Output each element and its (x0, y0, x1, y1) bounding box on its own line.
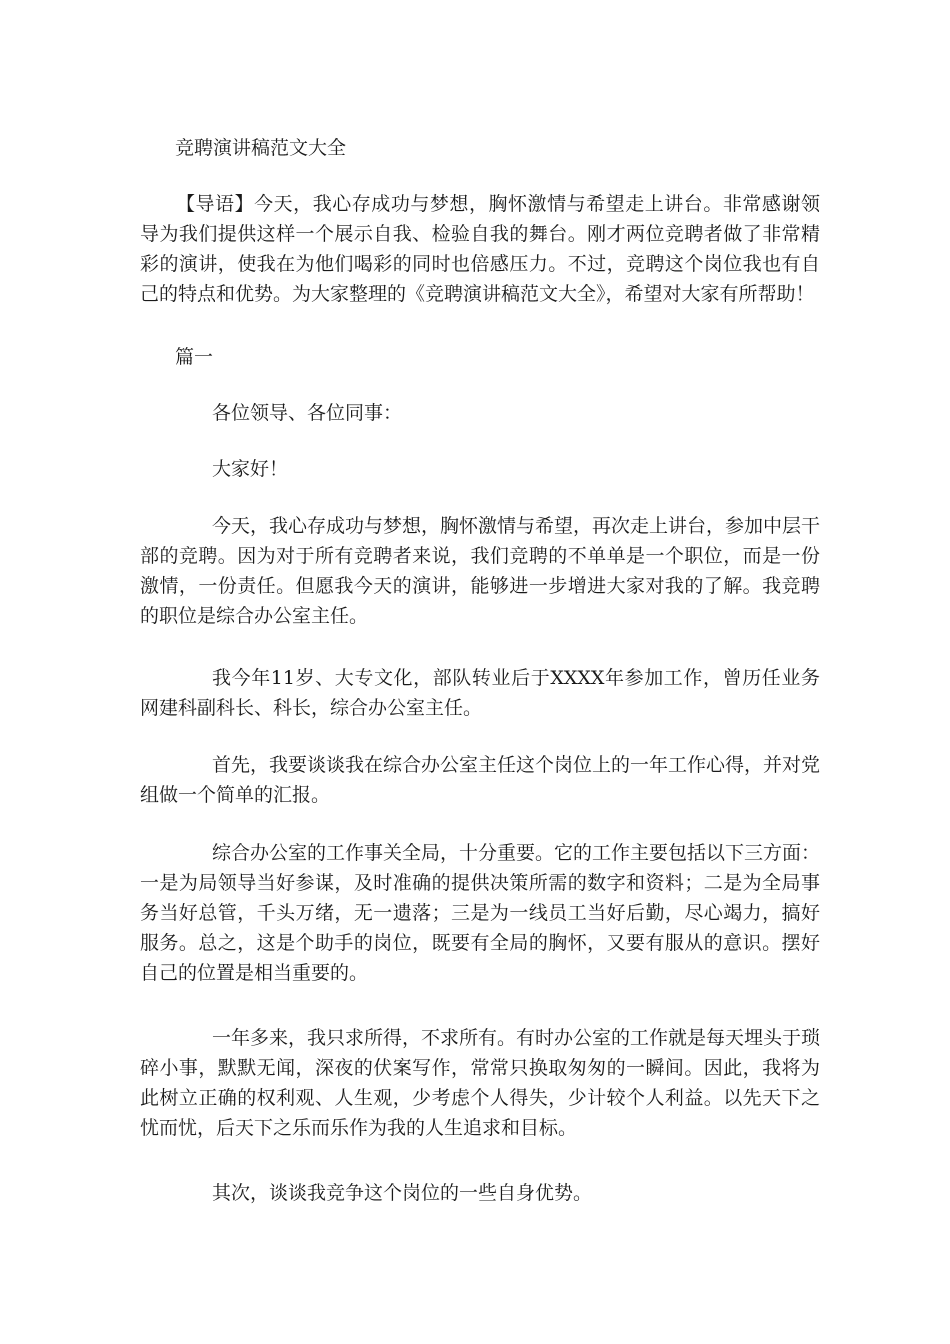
paragraph-text: 一年多来，我只求所得，不求所有。有时办公室的工作就是每天埋头于琐碎小事，默默无闻，深夜的伏案写作，常常只换取匆匆的一瞬间。因此，我将为此树立正确的权利观、人生观，少考虑个人得失，少计较个人利益。以先天下之忧而忧，后天下之乐而乐作为我的人生追求和目标。 (140, 1027, 821, 1139)
paragraph-text: 今天，我心存成功与梦想，胸怀激情与希望，再次走上讲台，参加中层干部的竞聘。因为对于所有竞聘者来说，我们竞聘的不单单是一个职位，而是一份激情，一份责任。但愿我今天的演讲，能够进一步增进大家对我的了解。我竞聘的职位是综合办公室主任。 (140, 515, 821, 627)
body-paragraph-5 (140, 1023, 820, 1143)
paragraph-text: 我今年11岁、大专文化，部队转业后于XXXX年参加工作，曾历任业务网建科副科长、科长，综合办公室主任。 (140, 667, 820, 719)
paragraph-text: 其次，谈谈我竞争这个岗位的一些自身优势。 (212, 1182, 593, 1204)
paragraph-text: 综合办公室的工作事关全局，十分重要。它的工作主要包括以下三方面：一是为局领导当好参谋，及时准确的提供决策所需的数字和资料；二是为全局事务当好总管，千头万绪，无一遗落；三是为一线员工当好后勤，尽心竭力，搞好服务。总之，这是个助手的岗位，既要有全局的胸怀，又要有服从的意识。摆好自己的位置是相当重要的。 (140, 842, 821, 984)
intro-paragraph: 【导语】今天，我心存成功与梦想，胸怀激情与希望走上讲台。非常感谢领导为我们提供这样一个展示自我、检验自我的舞台。刚才两位竞聘者做了非常精彩的演讲，使我在为他们喝彩的同时也倍感压力。不过，竞聘这个岗位我也有自己的特点和优势。为大家整理的《竞聘演讲稿范文大全》，希望对大家有所帮助！ (140, 193, 820, 305)
intro-block (140, 189, 820, 309)
paragraph-text: 首先，我要谈谈我在综合办公室主任这个岗位上的一年工作心得，并对党组做一个简单的汇报。 (140, 754, 821, 806)
body-paragraph-6 (140, 1178, 820, 1208)
document-title: 竞聘演讲稿范文大全 (175, 137, 347, 159)
salutation: 各位领导、各位同事： (212, 402, 403, 424)
greeting: 大家好！ (212, 458, 289, 480)
body-paragraph-2 (140, 663, 820, 723)
body-paragraph-3 (140, 750, 820, 810)
section-heading: 篇一 (175, 346, 214, 368)
body-paragraph-4 (140, 838, 820, 988)
body-paragraph-1 (140, 511, 820, 631)
